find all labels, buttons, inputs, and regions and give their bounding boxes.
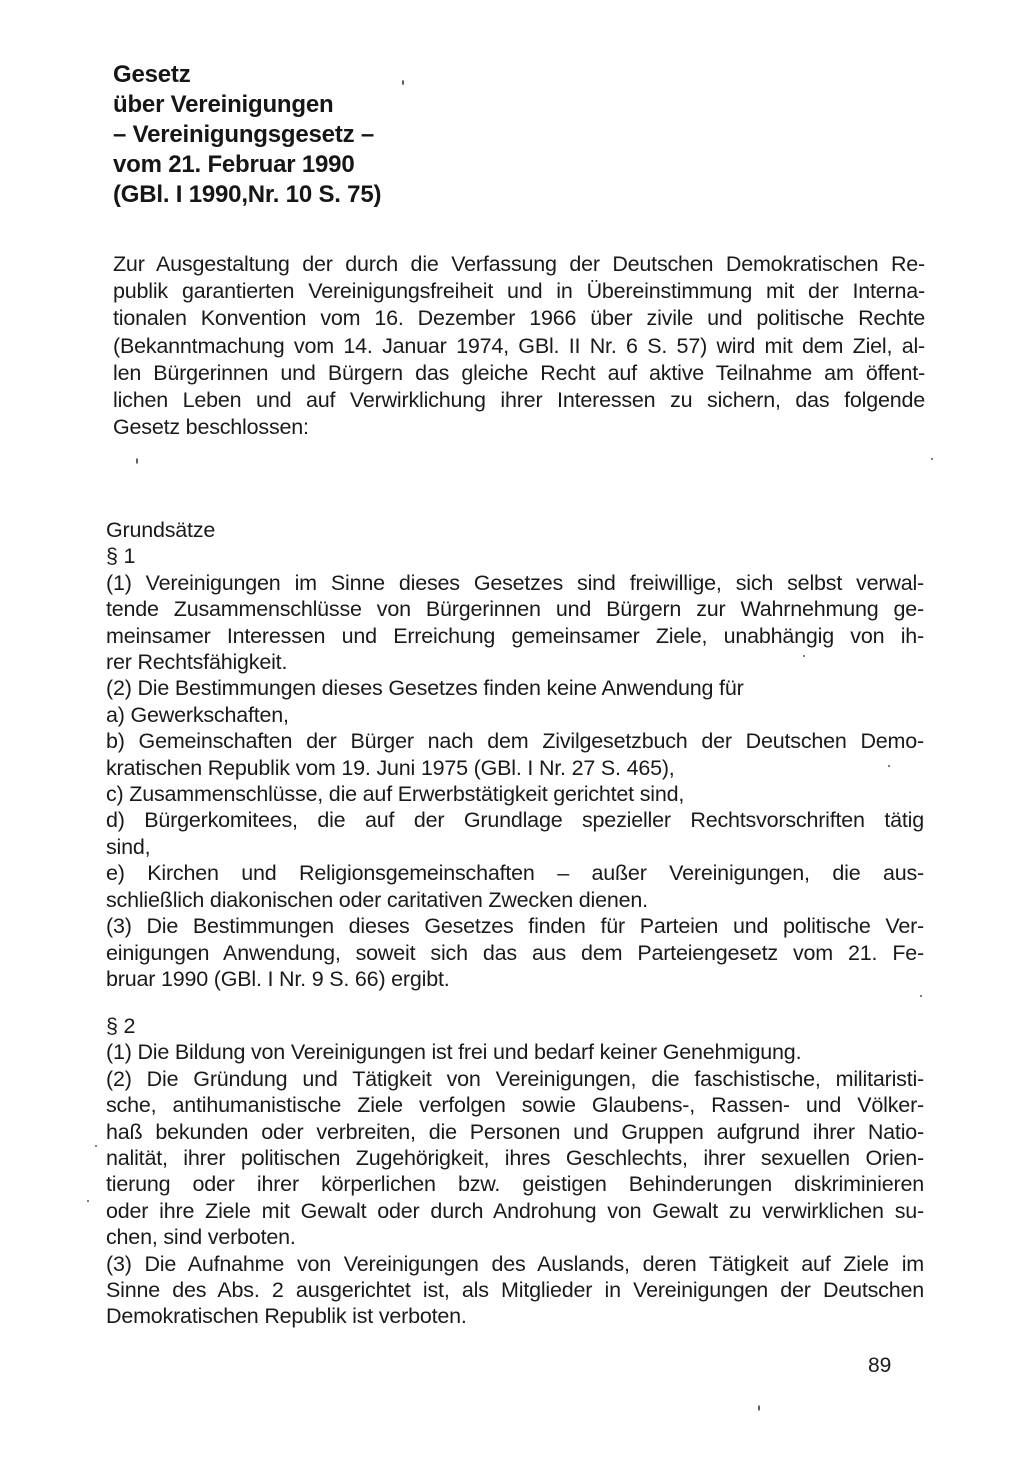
preamble xyxy=(113,251,925,441)
paragraph-line: haß bekunden oder verbreiten, die Personen und Gruppen aufgrund ihrer Natio- xyxy=(106,1119,924,1144)
preamble-line: Zur Ausgestaltung der durch die Verfassung der Deutschen Demokratischen Re- xyxy=(113,252,925,276)
paragraph-line: oder ihre Ziele mit Gewalt oder durch Androhung von Gewalt zu verwirklichen su- xyxy=(106,1198,924,1223)
scan-speck xyxy=(803,655,805,657)
law-title xyxy=(113,60,381,210)
paragraph-2-block xyxy=(106,1013,924,1330)
paragraph-line: d) Bürgerkomitees, die auf der Grundlage spezieller Rechtsvorschriften tätig xyxy=(106,808,924,833)
preamble-line: (Bekanntmachung vom 14. Januar 1974, GBl. II Nr. 6 S. 57) wird mit dem Ziel, al- xyxy=(113,333,925,358)
paragraph-line: e) Kirchen und Religionsgemeinschaften – außer Vereinigungen, die aus- xyxy=(106,861,924,886)
section-heading: Grundsätze xyxy=(106,518,216,542)
paragraph-line: kratischen Republik vom 19. Juni 1975 (GBl. I Nr. 27 S. 465), xyxy=(106,755,675,780)
paragraph-line: einigungen Anwendung, soweit sich das aus dem Parteiengesetz vom 21. Fe- xyxy=(106,940,924,965)
title-line: (GBl. I 1990,Nr. 10 S. 75) xyxy=(113,181,382,208)
scan-speck xyxy=(95,1145,97,1147)
paragraph-line: chen, sind verboten. xyxy=(106,1225,296,1250)
title-line: Gesetz xyxy=(113,61,191,88)
scan-speck xyxy=(888,765,890,767)
paragraph-line: schließlich diakonischen oder caritativen Zwecken dienen. xyxy=(106,887,648,912)
scan-speck xyxy=(758,1405,760,1411)
paragraph-line: b) Gemeinschaften der Bürger nach dem Zivilgesetzbuch der Deutschen Demo- xyxy=(106,729,924,754)
paragraph-line: rer Rechtsfähigkeit. xyxy=(106,650,288,675)
scan-speck xyxy=(87,1200,89,1202)
preamble-line: publik garantierten Vereinigungsfreiheit und in Übereinstimmung mit der Interna- xyxy=(113,279,925,304)
paragraph-1-block xyxy=(106,517,924,992)
paragraph-line: (2) Die Gründung und Tätigkeit von Vereinigungen, die faschistische, militaristi- xyxy=(106,1066,924,1091)
paragraph-line: (2) Die Bestimmungen dieses Gesetzes finden keine Anwendung für xyxy=(106,676,744,701)
paragraph-line: bruar 1990 (GBl. I Nr. 9 S. 66) ergibt. xyxy=(106,966,450,991)
preamble-line: len Bürgerinnen und Bürgern das gleiche Recht auf aktive Teilnahme am öffent- xyxy=(113,360,925,385)
paragraph-line: tende Zusammenschlüsse von Bürgerinnen und Bürgern zur Wahrnehmung ge- xyxy=(106,597,924,622)
scan-speck xyxy=(402,80,404,85)
title-line: über Vereinigungen xyxy=(113,91,334,118)
paragraph-line: nalität, ihrer politischen Zugehörigkeit, ihres Geschlechts, ihrer sexuellen Orien- xyxy=(106,1146,924,1171)
scan-speck xyxy=(931,458,933,460)
paragraph-line: (3) Die Bestimmungen dieses Gesetzes finden für Parteien und politische Ver- xyxy=(106,914,924,939)
paragraph-line: (1) Die Bildung von Vereinigungen ist frei und bedarf keiner Genehmigung. xyxy=(106,1040,802,1065)
paragraph-line: (3) Die Aufnahme von Vereinigungen des Auslands, deren Tätigkeit auf Ziele im xyxy=(106,1251,924,1276)
paragraph-label: § 1 xyxy=(106,544,136,569)
paragraph-line: Demokratischen Republik ist verboten. xyxy=(106,1304,467,1329)
paragraph-label: § 2 xyxy=(106,1014,136,1038)
title-line: vom 21. Februar 1990 xyxy=(113,151,355,178)
scan-speck xyxy=(920,995,922,997)
paragraph-line: c) Zusammenschlüsse, die auf Erwerbstätigkeit gerichtet sind, xyxy=(106,782,685,807)
preamble-line: tionalen Konvention vom 16. Dezember 1966 über zivile und politische Rechte xyxy=(113,306,925,331)
paragraph-line: (1) Vereinigungen im Sinne dieses Gesetzes sind freiwillige, sich selbst verwal- xyxy=(106,570,924,595)
paragraph-line: sche, antihumanistische Ziele verfolgen sowie Glaubens-, Rassen- und Völker- xyxy=(106,1093,924,1118)
paragraph-line: sind, xyxy=(106,834,151,859)
page-number: 89 xyxy=(868,1354,892,1377)
scan-speck xyxy=(136,458,138,464)
paragraph-line: tierung oder ihrer körperlichen bzw. geistigen Behinderungen diskriminieren xyxy=(106,1172,924,1197)
preamble-line: Gesetz beschlossen: xyxy=(113,415,309,440)
paragraph-line: Sinne des Abs. 2 ausgerichtet ist, als Mitglieder in Vereinigungen der Deutschen xyxy=(106,1278,924,1303)
title-line: – Vereinigungsgesetz – xyxy=(113,121,375,148)
paragraph-line: a) Gewerkschaften, xyxy=(106,702,289,727)
preamble-line: lichen Leben und auf Verwirklichung ihrer Interessen zu sichern, das folgende xyxy=(113,388,925,413)
paragraph-line: meinsamer Interessen und Erreichung gemeinsamer Ziele, unabhängig von ih- xyxy=(106,623,924,648)
